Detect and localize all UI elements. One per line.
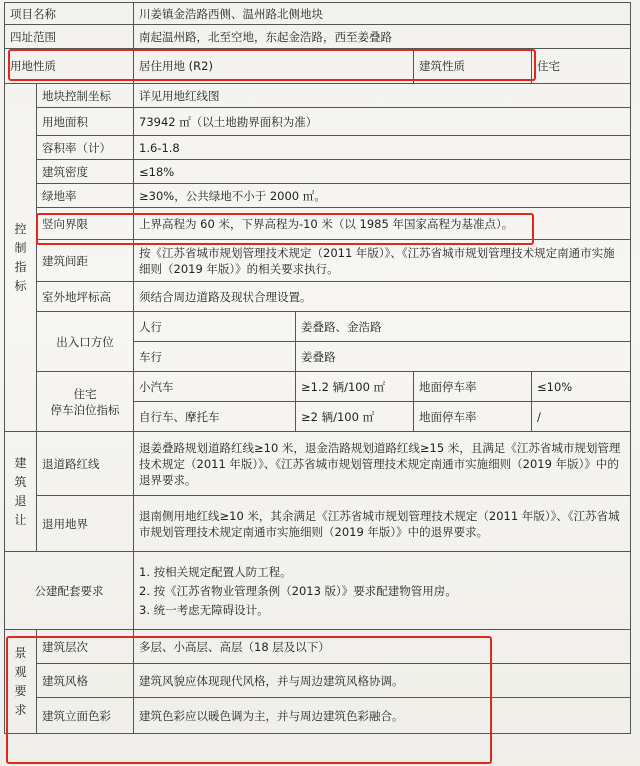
coords-label: 地块控制坐标 [37, 84, 134, 108]
floors-value: 多层、小高层、高层（18 层及以下） [134, 630, 631, 664]
spacing-value: 按《江苏省城市规划管理技术规定（2011 年版）》、《江苏省城市规划管理技术规定南通市实施细则（2019 年版）》的相关要求执行。 [134, 240, 631, 282]
building-type-label: 建筑性质 [414, 49, 532, 84]
land-use-value: 居住用地 (R2) [134, 49, 414, 84]
public-item: 3. 统一考虑无障碍设计。 [139, 602, 269, 617]
color-value: 建筑色彩应以暖色调为主，并与周边建筑色彩融合。 [134, 698, 631, 734]
row-coords [5, 84, 631, 108]
parking-bike-ground-label: 地面停车率 [414, 402, 532, 432]
far-label: 容积率（计） [37, 136, 134, 160]
far-value: 1.6-1.8 [134, 136, 631, 160]
control-group-label: 控 制 指 标 [5, 84, 37, 432]
parking-label: 住宅 停车泊位指标 [37, 372, 134, 432]
coords-value: 详见用地红线图 [134, 84, 631, 108]
row-density [5, 160, 631, 184]
row-project [5, 3, 631, 25]
landscape-group-label: 景 观 要 求 [5, 630, 37, 734]
parking-bike-value: ≥2 辆/100 ㎡ [296, 402, 414, 432]
entrance-veh-value: 姜叠路 [296, 342, 631, 372]
vertical-label: 竖向界限 [37, 208, 134, 240]
public-item: 1. 按相关规定配置人防工程。 [139, 564, 292, 579]
setback-road-value: 退姜叠路规划道路红线≥10 米，退金浩路规划道路红线≥15 米，且满足《江苏省城市规划管理技术规定（2011 年版）》、《江苏省城市规划管理技术规定南通市实施细则（2019 年版）》中的退界要求。 [134, 432, 631, 496]
row-vertical [5, 208, 631, 240]
green-value: ≥30%，公共绿地不小于 2000 ㎡。 [134, 184, 631, 208]
row-color [5, 698, 631, 734]
vertical-value: 上界高程为 60 米，下界高程为-10 米（以 1985 年国家高程为基准点）。 [134, 208, 631, 240]
row-ground [5, 282, 631, 312]
ground-label: 室外地坪标高 [37, 282, 134, 312]
row-setback-land [5, 496, 631, 552]
row-style [5, 664, 631, 698]
row-green [5, 184, 631, 208]
setback-road-label: 退道路红线 [37, 432, 134, 496]
entrance-veh-label: 车行 [134, 342, 296, 372]
setback-group-label: 建 筑 退 让 [5, 432, 37, 552]
area-value: 73942 ㎡（以土地勘界面积为准） [134, 108, 631, 136]
parking-car-value: ≥1.2 辆/100 ㎡ [296, 372, 414, 402]
public-label: 公建配套要求 [5, 552, 134, 630]
row-entrance-ped [5, 312, 631, 342]
entrance-label: 出入口方位 [37, 312, 134, 372]
parking-car-ground-value: ≤10% [532, 372, 631, 402]
setback-land-value: 退南侧用地红线≥10 米，其余满足《江苏省城市规划管理技术规定（2011 年版）》、《江苏省城市规划管理技术规定南通市实施细则（2019 年版）》中的退界要求。 [134, 496, 631, 552]
parking-bike-ground-value: / [532, 402, 631, 432]
green-label: 绿地率 [37, 184, 134, 208]
project-value: 川姜镇金浩路西侧、温州路北侧地块 [134, 3, 631, 25]
row-far [5, 136, 631, 160]
row-setback-road [5, 432, 631, 496]
spacing-label: 建筑间距 [37, 240, 134, 282]
style-label: 建筑风格 [37, 664, 134, 698]
planning-conditions-table [4, 2, 631, 734]
parking-car-label: 小汽车 [134, 372, 296, 402]
area-label: 用地面积 [37, 108, 134, 136]
row-floors [5, 630, 631, 664]
public-item: 2. 按《江苏省物业管理条例（2013 版）》要求配建物管用房。 [139, 583, 457, 598]
ground-value: 须结合周边道路及现状合理设置。 [134, 282, 631, 312]
entrance-ped-label: 人行 [134, 312, 296, 342]
row-boundary [5, 25, 631, 49]
floors-label: 建筑层次 [37, 630, 134, 664]
setback-land-label: 退用地界 [37, 496, 134, 552]
parking-car-ground-label: 地面停车率 [414, 372, 532, 402]
row-parking-car [5, 372, 631, 402]
row-spacing [5, 240, 631, 282]
row-public [5, 552, 631, 630]
public-items [134, 552, 631, 630]
land-use-label: 用地性质 [5, 49, 134, 84]
entrance-ped-value: 姜叠路、金浩路 [296, 312, 631, 342]
style-value: 建筑风貌应体现现代风格，并与周边建筑风格协调。 [134, 664, 631, 698]
building-type-value: 住宅 [532, 49, 631, 84]
density-label: 建筑密度 [37, 160, 134, 184]
boundary-label: 四址范围 [5, 25, 134, 49]
parking-bike-label: 自行车、摩托车 [134, 402, 296, 432]
row-land-use [5, 49, 631, 84]
project-label: 项目名称 [5, 3, 134, 25]
density-value: ≤18% [134, 160, 631, 184]
boundary-value: 南起温州路，北至空地，东起金浩路，西至姜叠路 [134, 25, 631, 49]
row-area [5, 108, 631, 136]
color-label: 建筑立面色彩 [37, 698, 134, 734]
